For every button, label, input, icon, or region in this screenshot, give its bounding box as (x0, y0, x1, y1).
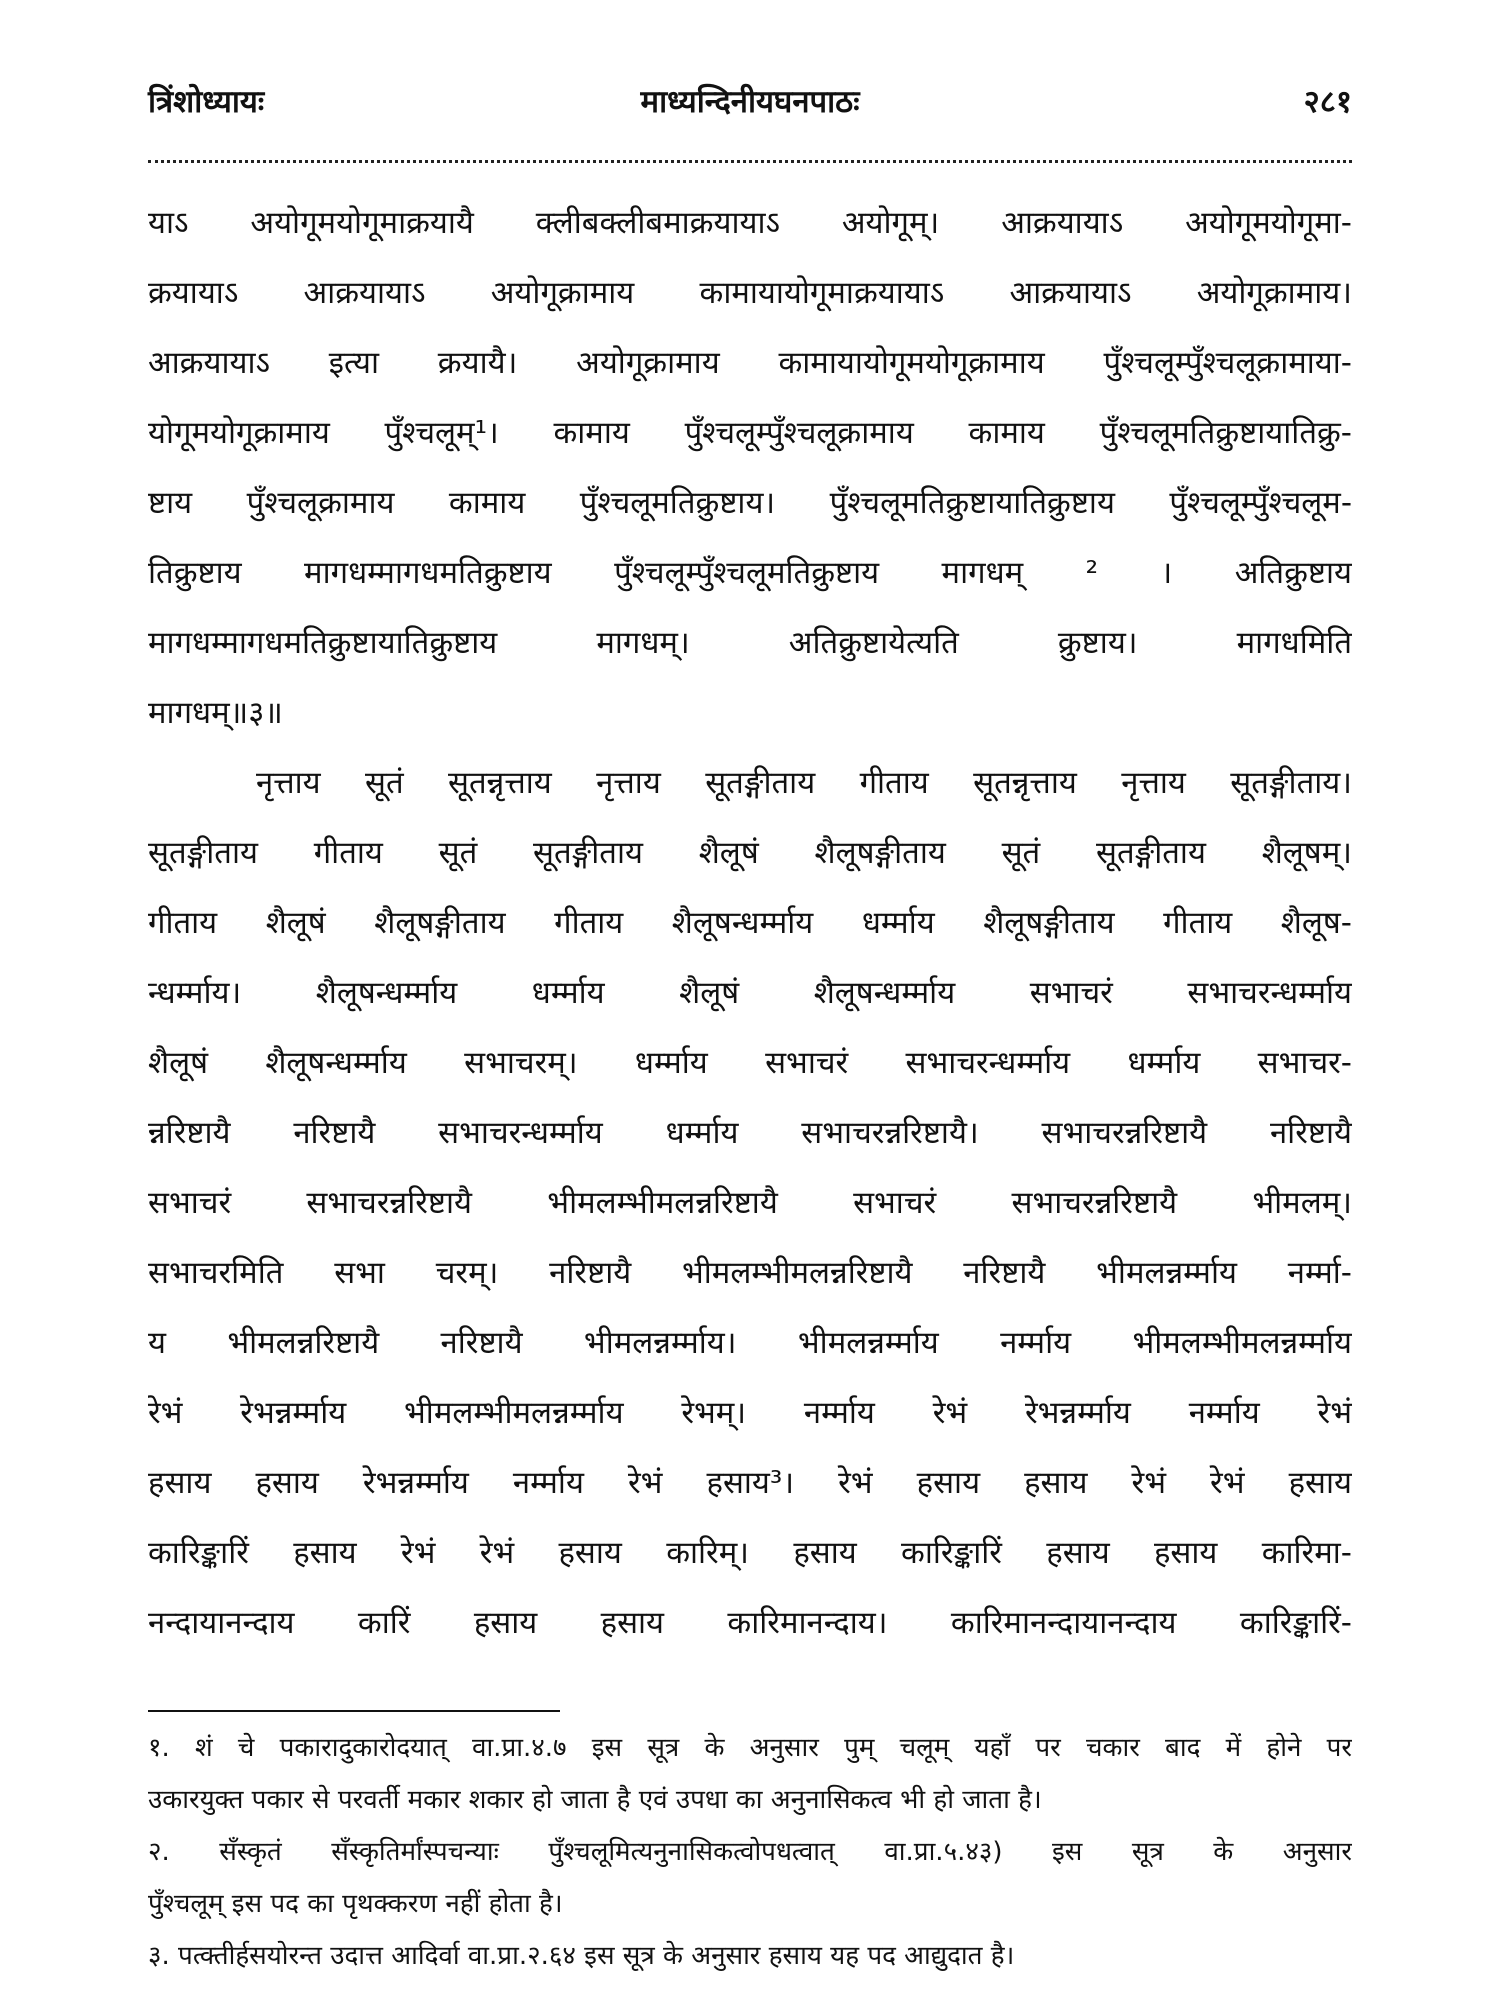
text-line: सभाचरमिति सभा चरम्। नरिष्टायै भीमलम्भीमलन्नरिष्टायै नरिष्टायै भीमलन्नर्म्माय नर्म्मा- (148, 1255, 1352, 1291)
text-line: मागधम्॥३॥ (148, 695, 283, 731)
text-line: मागधम्मागधमतिक्रुष्टायातिक्रुष्टाय मागधम्। अतिक्रुष्टायेत्यति क्रुष्टाय। मागधमिति (148, 625, 1352, 661)
text-line: याऽ अयोगूमयोगूमाक्रयायै क्लीबक्लीबमाक्रयायाऽ अयोगूम्। आक्रयायाऽ अयोगूमयोगूमा- (148, 205, 1352, 241)
text-line: सूतङ्गीताय गीताय सूतं सूतङ्गीताय शैलूषं शैलूषङ्गीताय सूतं सूतङ्गीताय शैलूषम्। (148, 835, 1352, 871)
footnote-line: ३. पत्क्तीर्हसयोरन्त उदात्त आदिर्वा वा.प्रा.२.६४ इस सूत्र के अनुसार हसाय यह पद आद्युदात है। (148, 1941, 1015, 1971)
text-line: गीताय शैलूषं शैलूषङ्गीताय गीताय शैलूषन्धर्म्माय धर्म्माय शैलूषङ्गीताय गीताय शैलूष- (148, 905, 1352, 941)
footnote-line: पुँश्चलूम् इस पद का पृथक्करण नहीं होता है। (148, 1889, 563, 1919)
chapter-title: त्रिंशोध्यायः (148, 84, 265, 120)
text-line: रेभं रेभन्नर्म्माय भीमलम्भीमलन्नर्म्माय रेभम्। नर्म्माय रेभं रेभन्नर्म्माय नर्म्माय रेभं (148, 1395, 1352, 1431)
text-line: नृत्ताय सूतं सूतन्नृत्ताय नृत्ताय सूतङ्गीताय गीताय सूतन्नृत्ताय नृत्ताय सूतङ्गीताय। (256, 765, 1352, 801)
text-line: योगूमयोगूक्रामाय पुँश्चलूम्¹। कामाय पुँश्चलूम्पुँश्चलूक्रामाय कामाय पुँश्चलूमतिक्रुष्टायातिक्रु- (148, 415, 1352, 451)
main-text (148, 188, 1352, 1658)
text-line: ष्टाय पुँश्चलूक्रामाय कामाय पुँश्चलूमतिक्रुष्टाय। पुँश्चलूमतिक्रुष्टायातिक्रुष्टाय पुँश्चलूम्पुँश्चलूम- (148, 485, 1352, 521)
text-line: शैलूषं शैलूषन्धर्म्माय सभाचरम्। धर्म्माय सभाचरं सभाचरन्धर्म्माय धर्म्माय सभाचर- (148, 1045, 1352, 1081)
text-line: आक्रयायाऽ इत्या क्रयायै। अयोगूक्रामाय कामायायोगूमयोगूक्रामाय पुँश्चलूम्पुँश्चलूक्रामाया- (148, 345, 1352, 381)
footnote-rule (148, 1710, 560, 1712)
running-title: माध्यन्दिनीयघनपाठः (640, 84, 860, 120)
header-dotted-rule (148, 160, 1352, 163)
footnote-line: उकारयुक्त पकार से परवर्ती मकार शकार हो जाता है एवं उपधा का अनुनासिकत्व भी हो जाता है। (148, 1785, 1042, 1815)
footnote-line: १. शं चे पकारादुकारोदयात् वा.प्रा.४.७ इस सूत्र के अनुसार पुम् चलूम् यहाँ पर चकार बाद में होने पर (148, 1733, 1352, 1763)
footnotes (148, 1722, 1352, 1982)
text-line: न्धर्म्माय। शैलूषन्धर्म्माय धर्म्माय शैलूषं शैलूषन्धर्म्माय सभाचरं सभाचरन्धर्म्माय (148, 975, 1352, 1011)
text-line: तिक्रुष्टाय मागधम्मागधमतिक्रुष्टाय पुँश्चलूम्पुँश्चलूमतिक्रुष्टाय मागधम् ² । अतिक्रुष्टाय (148, 555, 1352, 591)
text-line: न्नरिष्टायै नरिष्टायै सभाचरन्धर्म्माय धर्म्माय सभाचरन्नरिष्टायै। सभाचरन्नरिष्टायै नरिष्टायै (148, 1115, 1352, 1151)
text-line: य भीमलन्नरिष्टायै नरिष्टायै भीमलन्नर्म्माय। भीमलन्नर्म्माय नर्म्माय भीमलम्भीमलन्नर्म्माय (148, 1325, 1352, 1361)
text-line: सभाचरं सभाचरन्नरिष्टायै भीमलम्भीमलन्नरिष्टायै सभाचरं सभाचरन्नरिष्टायै भीमलम्। (148, 1185, 1352, 1221)
text-line: नन्दायानन्दाय कारिं हसाय हसाय कारिमानन्दाय। कारिमानन्दायानन्दाय कारिङ्कारिं- (148, 1605, 1352, 1641)
page-header (148, 68, 1352, 128)
text-line: हसाय हसाय रेभन्नर्म्माय नर्म्माय रेभं हसाय³। रेभं हसाय हसाय रेभं रेभं हसाय (148, 1465, 1352, 1501)
text-line: कारिङ्कारिं हसाय रेभं रेभं हसाय कारिम्। हसाय कारिङ्कारिं हसाय हसाय कारिमा- (148, 1535, 1352, 1571)
footnote-line: २. सँस्कृतं सँस्कृतिर्मांस्पचन्याः पुँश्चलूमित्यनुनासिकत्वोपधत्वात् वा.प्रा.५.४३) इस सूत्र के अनुसार (148, 1837, 1352, 1867)
page-number: २८१ (1303, 84, 1352, 120)
text-line: क्रयायाऽ आक्रयायाऽ अयोगूक्रामाय कामायायोगूमाक्रयायाऽ आक्रयायाऽ अयोगूक्रामाय। (148, 275, 1352, 311)
